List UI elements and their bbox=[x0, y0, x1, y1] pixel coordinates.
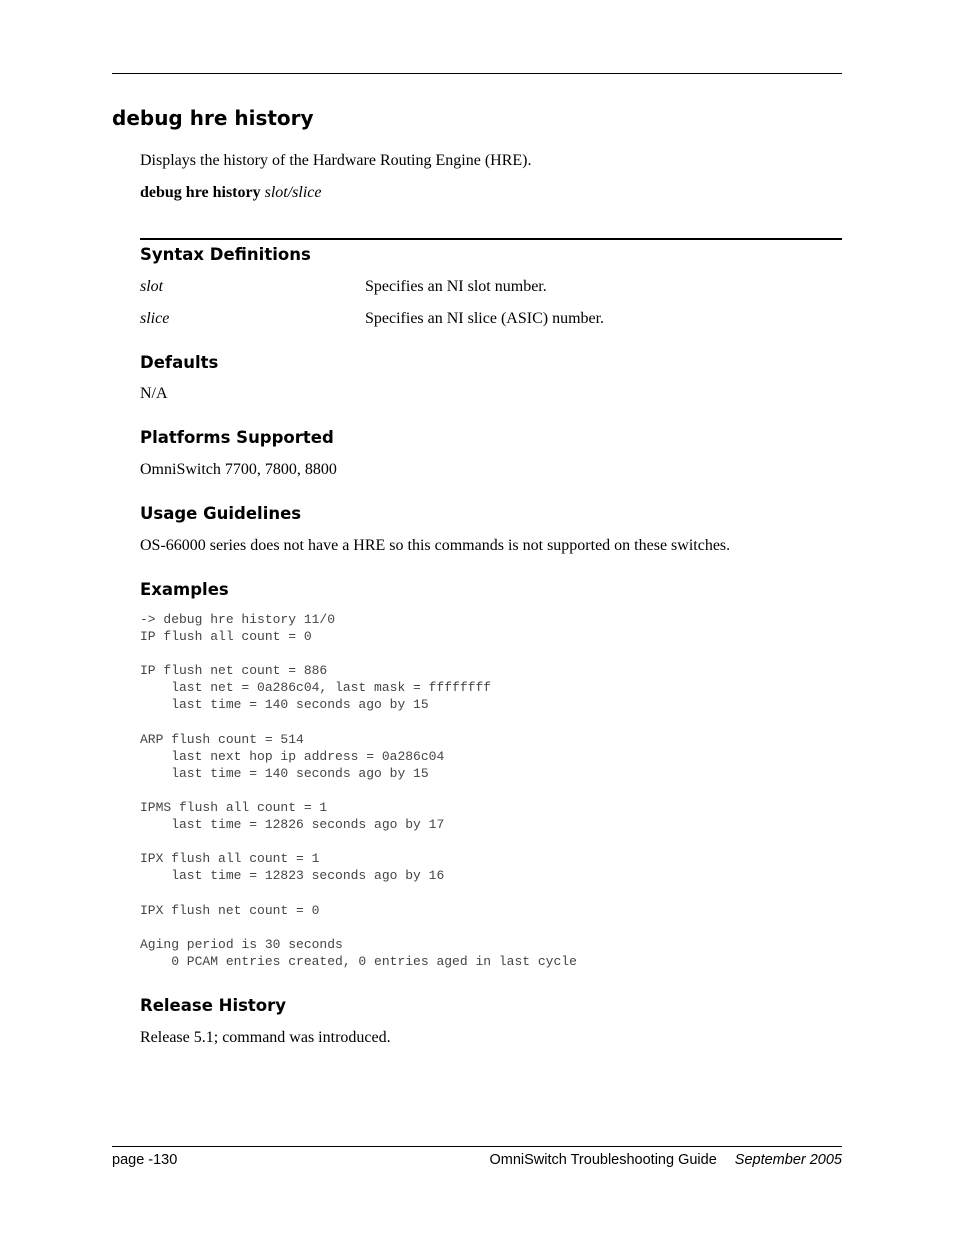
example-code: -> debug hre history 11/0 IP flush all count = 0 IP flush net count = 886 last net = 0a286c04, last mask = ffffffff last time = 140 seconds ago by 15 ARP flush count = 514 last next hop ip address = 0a286c04 last time = 140 seconds ago by 15 IPMS flush all count = 1 last time = 12826 seconds ago by 17 IPX flush all count = 1 last time = 12823 seconds ago by 16 IPX flush net count = 0 Aging period is 30 seconds 0 PCAM entries created, 0 entries aged in last cycle bbox=[140, 612, 577, 969]
guide-title: OmniSwitch Troubleshooting Guide bbox=[489, 1152, 717, 1168]
header-rule bbox=[112, 73, 842, 74]
defaults-heading: Defaults bbox=[140, 353, 219, 372]
defaults-text: N/A bbox=[140, 385, 168, 402]
release-history-heading: Release History bbox=[140, 996, 287, 1015]
publication-date: September 2005 bbox=[734, 1152, 842, 1168]
definition-term: slice bbox=[140, 310, 170, 327]
definition-term: slot bbox=[140, 278, 164, 295]
page-title: debug hre history bbox=[112, 106, 314, 130]
syntax-definitions-heading: Syntax Definitions bbox=[140, 245, 311, 264]
syntax-params: slot/slice bbox=[264, 184, 322, 201]
definition-description: Specifies an NI slot number. bbox=[365, 278, 547, 295]
syntax-command: debug hre history bbox=[140, 184, 261, 201]
platforms-text: OmniSwitch 7700, 7800, 8800 bbox=[140, 461, 337, 478]
footer-rule bbox=[112, 1146, 842, 1147]
release-history-text: Release 5.1; command was introduced. bbox=[140, 1029, 391, 1046]
page-number: page -130 bbox=[112, 1152, 178, 1168]
footer-info bbox=[489, 1150, 842, 1170]
definition-description: Specifies an NI slice (ASIC) number. bbox=[365, 310, 605, 327]
examples-heading: Examples bbox=[140, 580, 229, 599]
platforms-heading: Platforms Supported bbox=[140, 428, 334, 447]
command-syntax bbox=[140, 183, 322, 203]
command-description: Displays the history of the Hardware Routing Engine (HRE). bbox=[140, 152, 532, 169]
usage-heading: Usage Guidelines bbox=[140, 504, 302, 523]
usage-text: OS-66000 series does not have a HRE so this commands is not supported on these switches. bbox=[140, 537, 731, 554]
syntax-rule bbox=[140, 238, 842, 240]
